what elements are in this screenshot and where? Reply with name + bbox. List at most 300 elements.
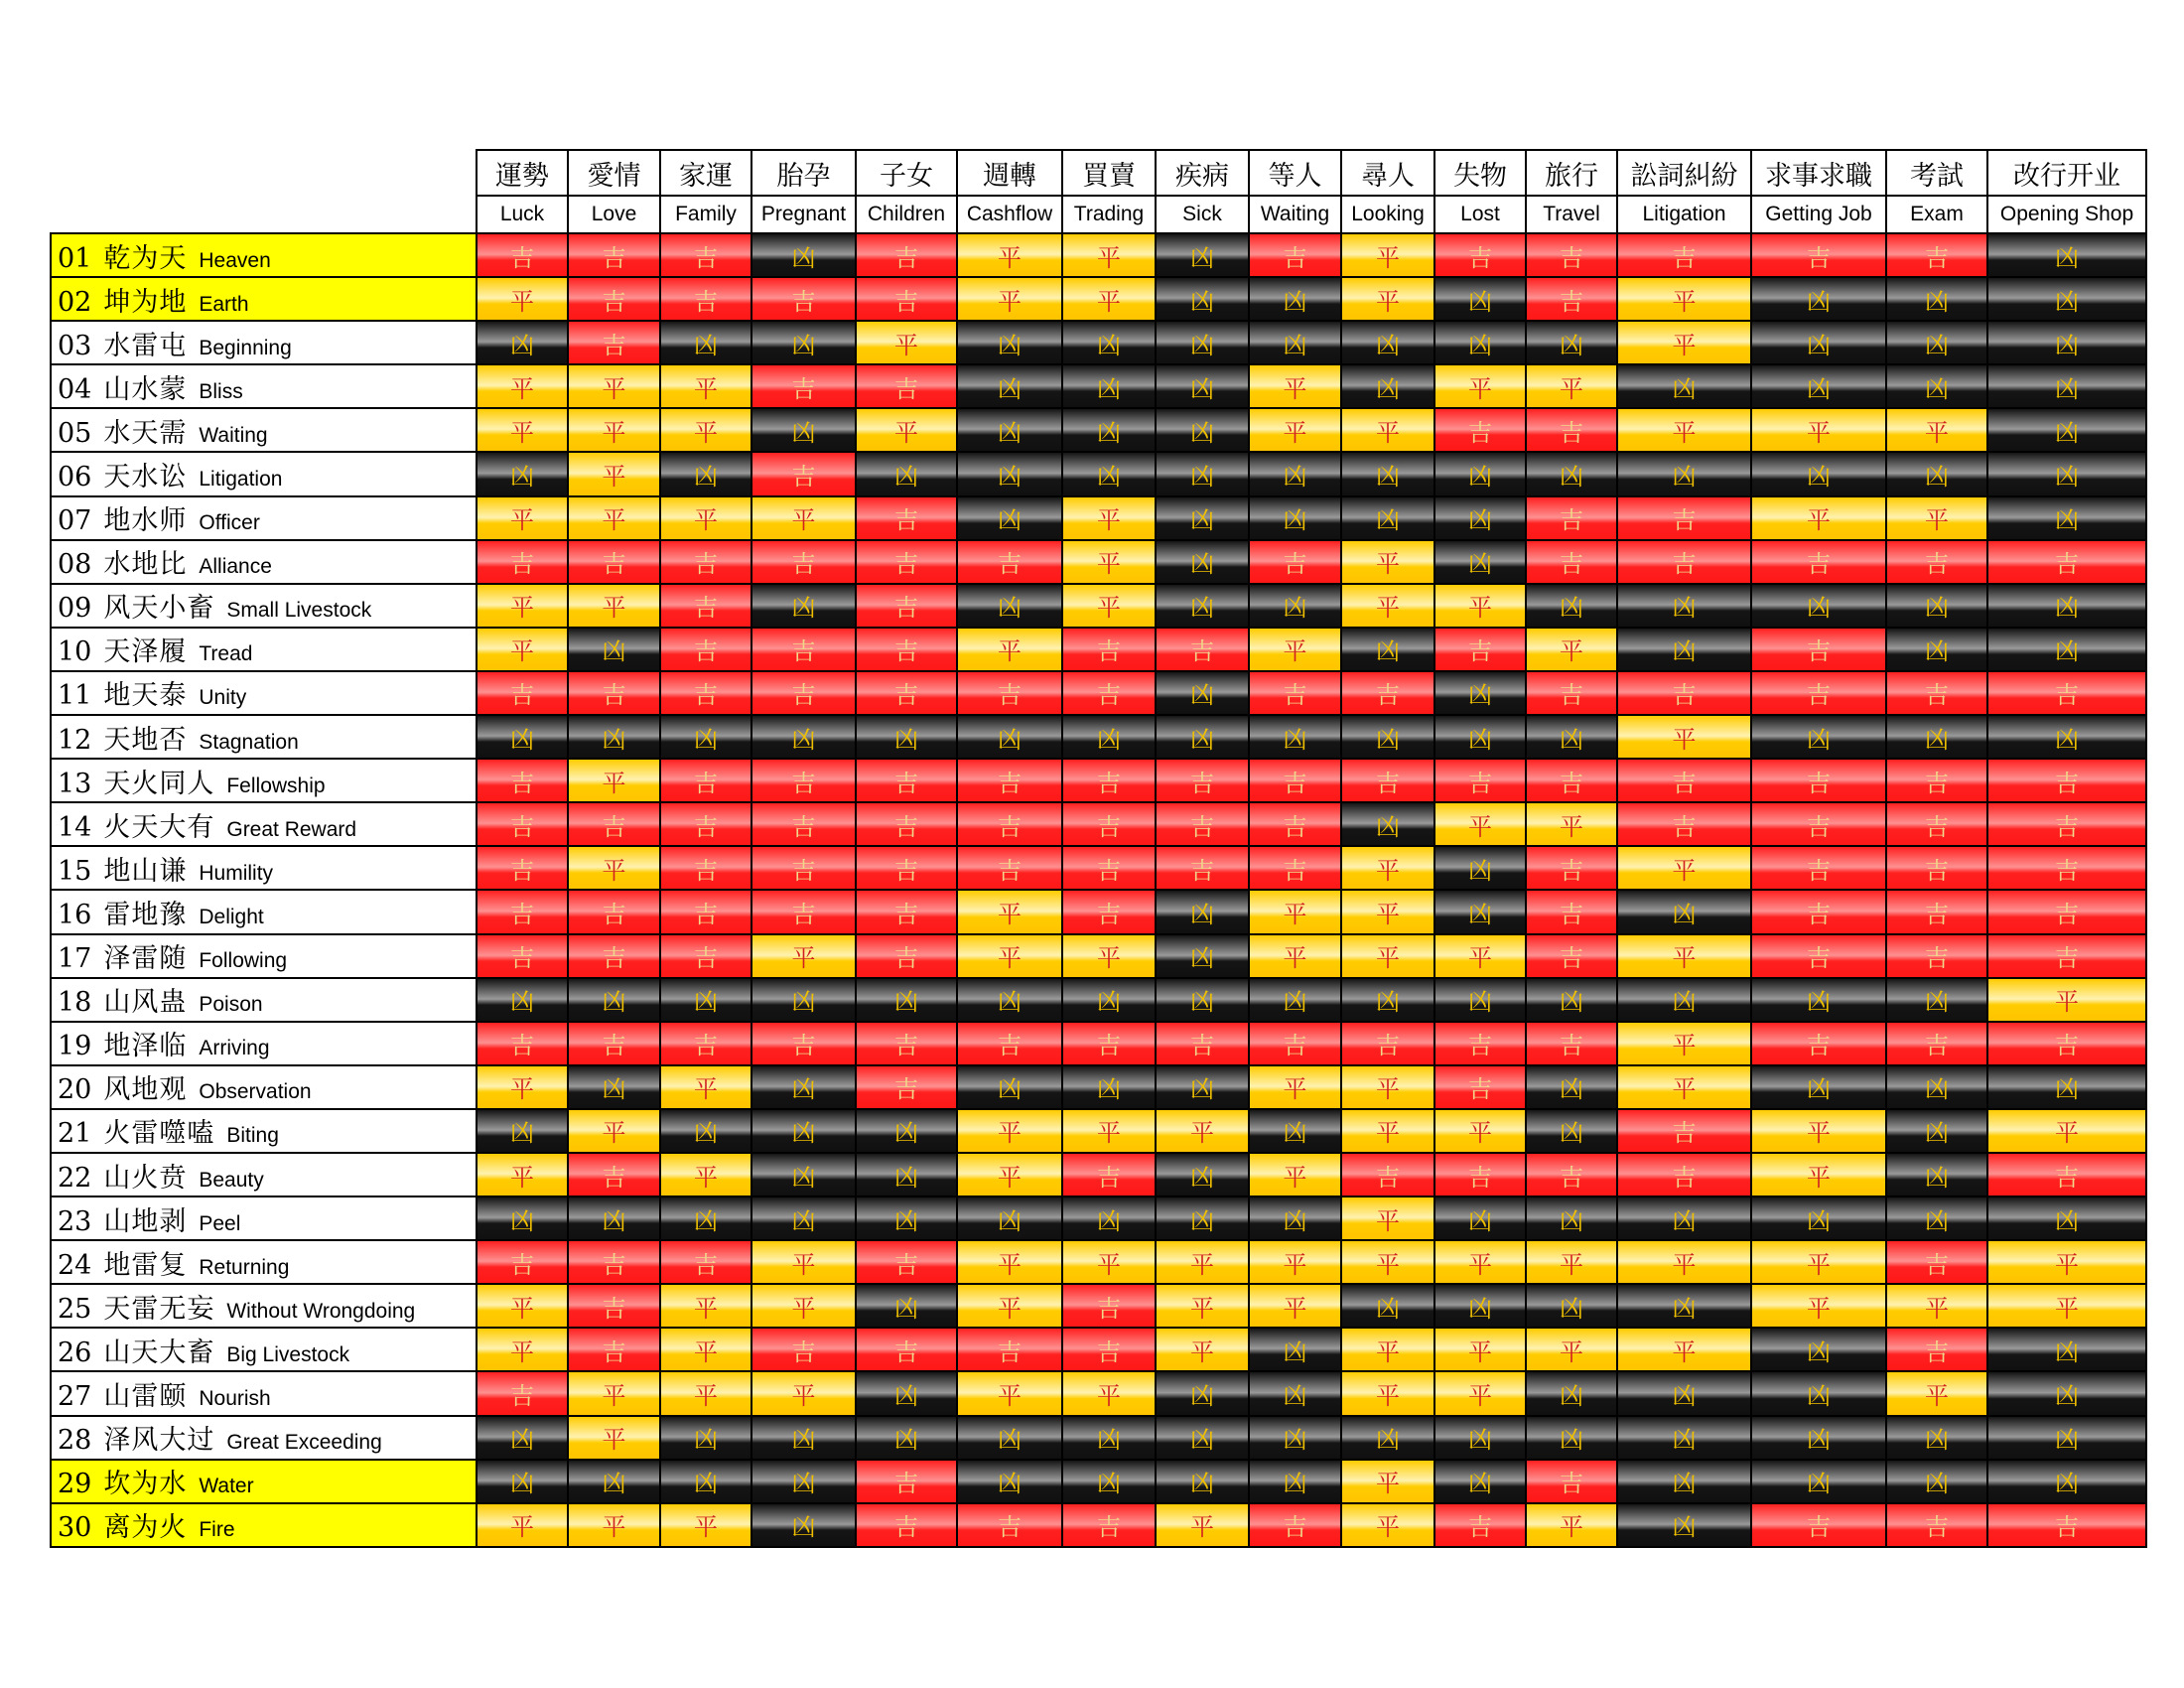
hexagram-chinese-name: 地雷复 — [103, 1249, 188, 1281]
hexagram-chinese-name: 坎为水 — [103, 1469, 188, 1500]
hexagram-chinese-name: 天水讼 — [103, 462, 188, 493]
rating-cell-bad: 凶 — [1617, 1460, 1751, 1503]
hexagram-name-cell — [51, 233, 477, 277]
rating-cell-bad: 凶 — [568, 628, 660, 671]
table-row — [51, 978, 2146, 1022]
rating-cell-fair: 平 — [1249, 1065, 1341, 1109]
hexagram-english-name: Beginning — [199, 336, 292, 359]
rating-cell-good: 吉 — [1617, 1109, 1751, 1153]
header-row-english — [51, 196, 2146, 233]
rating-cell-fair: 平 — [568, 364, 660, 408]
rating-cell-good: 吉 — [1526, 496, 1617, 540]
rating-cell-bad: 凶 — [660, 1196, 751, 1240]
rating-cell-good: 吉 — [477, 934, 568, 978]
hexagram-english-name: Beauty — [199, 1168, 264, 1192]
rating-cell-fair: 平 — [1341, 1460, 1434, 1503]
hexagram-chinese-name: 山雷颐 — [103, 1380, 188, 1412]
rating-cell-fair: 平 — [1434, 1328, 1526, 1371]
rating-cell-bad: 凶 — [1249, 452, 1341, 495]
table-row — [51, 1328, 2146, 1371]
hexagram-chinese-name: 坤为地 — [103, 286, 188, 318]
rating-cell-good: 吉 — [1249, 802, 1341, 846]
column-header-en: Children — [856, 196, 957, 233]
rating-cell-good: 吉 — [957, 846, 1062, 890]
hexagram-number: 03 — [58, 330, 92, 361]
rating-cell-bad: 凶 — [1434, 890, 1526, 933]
rating-cell-bad: 凶 — [1156, 715, 1249, 759]
rating-cell-good: 吉 — [1526, 540, 1617, 584]
rating-cell-fair: 平 — [1156, 1503, 1249, 1547]
rating-cell-good: 吉 — [568, 321, 660, 364]
rating-cell-good: 吉 — [856, 890, 957, 933]
rating-cell-good: 吉 — [856, 584, 957, 628]
rating-cell-bad: 凶 — [1341, 496, 1434, 540]
hexagram-number: 10 — [58, 636, 92, 668]
rating-cell-good: 吉 — [1434, 408, 1526, 452]
hexagram-number: 23 — [58, 1205, 92, 1237]
rating-cell-fair: 平 — [1617, 1065, 1751, 1109]
rating-cell-bad: 凶 — [1751, 364, 1886, 408]
rating-cell-good: 吉 — [1751, 233, 1886, 277]
rating-cell-fair: 平 — [1062, 1109, 1156, 1153]
rating-cell-bad: 凶 — [1987, 1371, 2146, 1415]
rating-cell-bad: 凶 — [856, 1284, 957, 1328]
hexagram-name-cell — [51, 978, 477, 1022]
rating-cell-bad: 凶 — [1156, 364, 1249, 408]
rating-cell-fair: 平 — [568, 759, 660, 802]
rating-cell-fair: 平 — [477, 628, 568, 671]
rating-cell-fair: 平 — [957, 1153, 1062, 1196]
rating-cell-fair: 平 — [1886, 408, 1987, 452]
column-header-en: Luck — [477, 196, 568, 233]
rating-cell-bad: 凶 — [1987, 1065, 2146, 1109]
rating-cell-bad: 凶 — [1156, 584, 1249, 628]
rating-cell-bad: 凶 — [1617, 890, 1751, 933]
rating-cell-good: 吉 — [856, 1503, 957, 1547]
table-row — [51, 452, 2146, 495]
rating-cell-bad: 凶 — [1341, 452, 1434, 495]
rating-cell-bad: 凶 — [1156, 321, 1249, 364]
rating-cell-bad: 凶 — [1751, 277, 1886, 321]
rating-cell-bad: 凶 — [1062, 364, 1156, 408]
rating-cell-fair: 平 — [568, 1371, 660, 1415]
hexagram-name-cell — [51, 1196, 477, 1240]
hexagram-english-name: Big Livestock — [226, 1342, 350, 1366]
rating-cell-fair: 平 — [1526, 1503, 1617, 1547]
rating-cell-good: 吉 — [856, 1022, 957, 1065]
rating-cell-good: 吉 — [1062, 1284, 1156, 1328]
rating-cell-good: 吉 — [1062, 1503, 1156, 1547]
column-header-en: Sick — [1156, 196, 1249, 233]
rating-cell-good: 吉 — [660, 1240, 751, 1284]
rating-cell-good: 吉 — [957, 671, 1062, 715]
rating-cell-good: 吉 — [1886, 890, 1987, 933]
table-row — [51, 890, 2146, 933]
hexagram-name-cell — [51, 759, 477, 802]
rating-cell-fair: 平 — [1987, 1109, 2146, 1153]
rating-cell-bad: 凶 — [1156, 934, 1249, 978]
rating-cell-good: 吉 — [477, 802, 568, 846]
rating-cell-fair: 平 — [1434, 1371, 1526, 1415]
rating-cell-good: 吉 — [477, 671, 568, 715]
rating-cell-fair: 平 — [568, 1416, 660, 1460]
column-header-en: Litigation — [1617, 196, 1751, 233]
rating-cell-fair: 平 — [1341, 846, 1434, 890]
rating-cell-good: 吉 — [1886, 802, 1987, 846]
rating-cell-bad: 凶 — [1886, 1460, 1987, 1503]
rating-cell-bad: 凶 — [1249, 1328, 1341, 1371]
rating-cell-good: 吉 — [1886, 846, 1987, 890]
rating-cell-fair: 平 — [1249, 408, 1341, 452]
rating-cell-bad: 凶 — [1526, 321, 1617, 364]
rating-cell-fair: 平 — [1062, 934, 1156, 978]
rating-cell-bad: 凶 — [1987, 321, 2146, 364]
rating-cell-fair: 平 — [1249, 1284, 1341, 1328]
rating-cell-fair: 平 — [568, 452, 660, 495]
rating-cell-bad: 凶 — [477, 978, 568, 1022]
rating-cell-bad: 凶 — [1434, 846, 1526, 890]
rating-cell-fair: 平 — [1062, 1371, 1156, 1415]
hexagram-number: 13 — [58, 768, 92, 799]
hexagram-english-name: Tread — [199, 642, 253, 666]
rating-cell-good: 吉 — [1062, 802, 1156, 846]
rating-cell-bad: 凶 — [1617, 1284, 1751, 1328]
rating-cell-bad: 凶 — [660, 1416, 751, 1460]
hexagram-number: 02 — [58, 286, 92, 318]
rating-cell-fair: 平 — [477, 364, 568, 408]
rating-cell-bad: 凶 — [1156, 890, 1249, 933]
column-header-en: Looking — [1341, 196, 1434, 233]
rating-cell-good: 吉 — [660, 628, 751, 671]
table-row — [51, 496, 2146, 540]
rating-cell-good: 吉 — [856, 277, 957, 321]
rating-cell-good: 吉 — [1526, 233, 1617, 277]
rating-cell-good: 吉 — [751, 452, 856, 495]
rating-cell-good: 吉 — [1062, 890, 1156, 933]
rating-cell-good: 吉 — [856, 934, 957, 978]
rating-cell-good: 吉 — [1434, 759, 1526, 802]
rating-cell-good: 吉 — [1156, 802, 1249, 846]
rating-cell-bad: 凶 — [477, 715, 568, 759]
rating-cell-bad: 凶 — [1751, 321, 1886, 364]
rating-cell-bad: 凶 — [1434, 452, 1526, 495]
rating-cell-good: 吉 — [660, 759, 751, 802]
rating-cell-good: 吉 — [1526, 408, 1617, 452]
rating-cell-good: 吉 — [856, 671, 957, 715]
rating-cell-good: 吉 — [1751, 1503, 1886, 1547]
hexagram-english-name: Fellowship — [226, 774, 326, 797]
rating-cell-bad: 凶 — [1341, 802, 1434, 846]
rating-cell-bad: 凶 — [660, 715, 751, 759]
rating-cell-bad: 凶 — [1156, 1153, 1249, 1196]
rating-cell-bad: 凶 — [660, 978, 751, 1022]
column-header-zh: 胎孕 — [751, 150, 856, 196]
hexagram-english-name: Litigation — [199, 468, 283, 492]
hexagram-chinese-name: 泽风大过 — [103, 1425, 215, 1457]
hexagram-chinese-name: 山火贲 — [103, 1162, 188, 1194]
rating-cell-good: 吉 — [1062, 759, 1156, 802]
rating-cell-fair: 平 — [1751, 1153, 1886, 1196]
rating-cell-good: 吉 — [1526, 846, 1617, 890]
hexagram-english-name: Peel — [199, 1211, 241, 1235]
rating-cell-fair: 平 — [1526, 628, 1617, 671]
rating-cell-fair: 平 — [1249, 934, 1341, 978]
rating-cell-good: 吉 — [1249, 846, 1341, 890]
rating-cell-bad: 凶 — [1987, 408, 2146, 452]
hexagram-english-name: Biting — [226, 1124, 279, 1148]
rating-cell-good: 吉 — [1886, 540, 1987, 584]
rating-cell-fair: 平 — [660, 364, 751, 408]
column-header-zh: 子女 — [856, 150, 957, 196]
table-row — [51, 1109, 2146, 1153]
rating-cell-good: 吉 — [751, 759, 856, 802]
rating-cell-bad: 凶 — [1062, 408, 1156, 452]
rating-cell-good: 吉 — [957, 802, 1062, 846]
rating-cell-bad: 凶 — [751, 1109, 856, 1153]
rating-cell-good: 吉 — [1062, 1153, 1156, 1196]
rating-cell-bad: 凶 — [660, 1109, 751, 1153]
rating-cell-fair: 平 — [1751, 1240, 1886, 1284]
rating-cell-fair: 平 — [660, 408, 751, 452]
rating-cell-good: 吉 — [660, 277, 751, 321]
rating-cell-good: 吉 — [751, 1328, 856, 1371]
rating-cell-good: 吉 — [1156, 759, 1249, 802]
hexagram-chinese-name: 乾为天 — [103, 242, 188, 274]
rating-cell-fair: 平 — [1341, 1503, 1434, 1547]
column-header-en: Lost — [1434, 196, 1526, 233]
hexagram-name-cell — [51, 1240, 477, 1284]
rating-cell-good: 吉 — [751, 628, 856, 671]
rating-cell-good: 吉 — [856, 1460, 957, 1503]
rating-cell-fair: 平 — [1434, 1240, 1526, 1284]
table-row — [51, 1503, 2146, 1547]
rating-cell-good: 吉 — [1751, 1022, 1886, 1065]
rating-cell-fair: 平 — [477, 408, 568, 452]
rating-cell-good: 吉 — [856, 540, 957, 584]
hexagram-name-cell — [51, 1284, 477, 1328]
rating-cell-bad: 凶 — [856, 452, 957, 495]
rating-cell-good: 吉 — [1617, 540, 1751, 584]
rating-cell-good: 吉 — [1751, 802, 1886, 846]
rating-cell-good: 吉 — [1156, 628, 1249, 671]
rating-cell-bad: 凶 — [751, 1065, 856, 1109]
rating-cell-fair: 平 — [1617, 321, 1751, 364]
rating-cell-bad: 凶 — [1751, 1196, 1886, 1240]
rating-cell-bad: 凶 — [1886, 364, 1987, 408]
rating-cell-bad: 凶 — [1987, 277, 2146, 321]
table-row — [51, 1240, 2146, 1284]
rating-cell-fair: 平 — [1751, 496, 1886, 540]
hexagram-number: 21 — [58, 1118, 92, 1150]
rating-cell-bad: 凶 — [751, 408, 856, 452]
rating-cell-good: 吉 — [660, 846, 751, 890]
rating-cell-good: 吉 — [660, 1022, 751, 1065]
rating-cell-bad: 凶 — [957, 1416, 1062, 1460]
rating-cell-bad: 凶 — [957, 452, 1062, 495]
rating-cell-good: 吉 — [477, 1022, 568, 1065]
hexagram-name-cell — [51, 1065, 477, 1109]
rating-cell-good: 吉 — [1249, 759, 1341, 802]
rating-cell-good: 吉 — [477, 1371, 568, 1415]
rating-cell-fair: 平 — [1526, 1328, 1617, 1371]
rating-cell-good: 吉 — [1886, 233, 1987, 277]
rating-cell-fair: 平 — [751, 1371, 856, 1415]
rating-cell-fair: 平 — [1341, 540, 1434, 584]
hexagram-english-name: Great Exceeding — [226, 1431, 382, 1455]
rating-cell-fair: 平 — [568, 496, 660, 540]
rating-cell-fair: 平 — [751, 1284, 856, 1328]
rating-cell-good: 吉 — [477, 846, 568, 890]
rating-cell-good: 吉 — [1062, 846, 1156, 890]
rating-cell-bad: 凶 — [1617, 1196, 1751, 1240]
rating-cell-bad: 凶 — [1434, 1196, 1526, 1240]
rating-cell-bad: 凶 — [957, 584, 1062, 628]
rating-cell-fair: 平 — [1886, 1284, 1987, 1328]
rating-cell-good: 吉 — [1617, 802, 1751, 846]
rating-cell-good: 吉 — [1617, 671, 1751, 715]
rating-cell-bad: 凶 — [1341, 321, 1434, 364]
hexagram-number: 14 — [58, 811, 92, 843]
hexagram-english-name: Delight — [199, 905, 264, 928]
hexagram-chinese-name: 火雷噬嗑 — [103, 1118, 215, 1150]
rating-cell-bad: 凶 — [1751, 1371, 1886, 1415]
table-row — [51, 715, 2146, 759]
rating-cell-fair: 平 — [957, 934, 1062, 978]
table-row — [51, 1416, 2146, 1460]
rating-cell-good: 吉 — [1156, 1022, 1249, 1065]
hexagram-name-cell — [51, 890, 477, 933]
rating-cell-bad: 凶 — [1434, 496, 1526, 540]
rating-cell-bad: 凶 — [568, 1460, 660, 1503]
table-row — [51, 277, 2146, 321]
rating-cell-good: 吉 — [1751, 628, 1886, 671]
column-header-en: Pregnant — [751, 196, 856, 233]
rating-cell-good: 吉 — [856, 759, 957, 802]
rating-cell-good: 吉 — [1886, 1022, 1987, 1065]
rating-cell-good: 吉 — [568, 1240, 660, 1284]
rating-cell-good: 吉 — [1526, 1022, 1617, 1065]
hexagram-chinese-name: 泽雷随 — [103, 943, 188, 975]
rating-cell-bad: 凶 — [751, 233, 856, 277]
rating-cell-good: 吉 — [1987, 802, 2146, 846]
rating-cell-good: 吉 — [1987, 1503, 2146, 1547]
rating-cell-fair: 平 — [1156, 1328, 1249, 1371]
hexagram-number: 28 — [58, 1425, 92, 1457]
rating-cell-bad: 凶 — [1526, 1284, 1617, 1328]
rating-cell-fair: 平 — [1617, 1328, 1751, 1371]
rating-cell-fair: 平 — [1062, 584, 1156, 628]
rating-cell-bad: 凶 — [1987, 628, 2146, 671]
rating-cell-bad: 凶 — [1526, 978, 1617, 1022]
rating-cell-fair: 平 — [1341, 233, 1434, 277]
rating-cell-fair: 平 — [1341, 890, 1434, 933]
column-header-en: Family — [660, 196, 751, 233]
hexagram-name-cell — [51, 1416, 477, 1460]
hexagram-name-cell — [51, 715, 477, 759]
rating-cell-bad: 凶 — [1434, 321, 1526, 364]
column-header-en: Trading — [1062, 196, 1156, 233]
hexagram-name-cell — [51, 584, 477, 628]
rating-cell-bad: 凶 — [957, 1460, 1062, 1503]
rating-cell-good: 吉 — [1886, 1503, 1987, 1547]
column-header-zh: 週轉 — [957, 150, 1062, 196]
rating-cell-good: 吉 — [1434, 1022, 1526, 1065]
rating-cell-bad: 凶 — [1886, 1065, 1987, 1109]
rating-cell-fair: 平 — [1987, 978, 2146, 1022]
column-header-zh: 買賣 — [1062, 150, 1156, 196]
rating-cell-bad: 凶 — [856, 715, 957, 759]
rating-cell-bad: 凶 — [1062, 1416, 1156, 1460]
hexagram-english-name: Following — [199, 949, 288, 973]
rating-cell-fair: 平 — [1341, 1065, 1434, 1109]
rating-cell-bad: 凶 — [1751, 1065, 1886, 1109]
rating-cell-bad: 凶 — [1886, 1196, 1987, 1240]
hexagram-name-cell — [51, 1328, 477, 1371]
rating-cell-good: 吉 — [660, 233, 751, 277]
fortune-table — [50, 149, 2147, 1548]
rating-cell-good: 吉 — [856, 1328, 957, 1371]
rating-cell-good: 吉 — [1987, 540, 2146, 584]
rating-cell-bad: 凶 — [568, 715, 660, 759]
rating-cell-good: 吉 — [477, 1240, 568, 1284]
rating-cell-bad: 凶 — [1156, 1065, 1249, 1109]
rating-cell-good: 吉 — [1434, 628, 1526, 671]
hexagram-number: 05 — [58, 417, 92, 449]
hexagram-chinese-name: 水地比 — [103, 549, 188, 581]
rating-cell-bad: 凶 — [1886, 584, 1987, 628]
rating-cell-fair: 平 — [1062, 277, 1156, 321]
rating-cell-good: 吉 — [1434, 1153, 1526, 1196]
rating-cell-bad: 凶 — [1886, 277, 1987, 321]
rating-cell-fair: 平 — [957, 277, 1062, 321]
rating-cell-good: 吉 — [856, 1240, 957, 1284]
rating-cell-bad: 凶 — [751, 715, 856, 759]
rating-cell-good: 吉 — [1751, 846, 1886, 890]
rating-cell-bad: 凶 — [1341, 978, 1434, 1022]
rating-cell-bad: 凶 — [1062, 715, 1156, 759]
hexagram-english-name: Heaven — [199, 248, 271, 272]
hexagram-chinese-name: 火天大有 — [103, 811, 215, 843]
hexagram-chinese-name: 风天小畜 — [103, 593, 215, 625]
rating-cell-bad: 凶 — [1341, 1284, 1434, 1328]
hexagram-number: 24 — [58, 1249, 92, 1281]
rating-cell-good: 吉 — [1249, 671, 1341, 715]
rating-cell-good: 吉 — [1526, 890, 1617, 933]
column-header-en: Exam — [1886, 196, 1987, 233]
rating-cell-bad: 凶 — [751, 1153, 856, 1196]
rating-cell-bad: 凶 — [660, 321, 751, 364]
rating-cell-good: 吉 — [660, 671, 751, 715]
rating-cell-fair: 平 — [751, 496, 856, 540]
rating-cell-good: 吉 — [1062, 1328, 1156, 1371]
rating-cell-bad: 凶 — [1434, 671, 1526, 715]
rating-cell-bad: 凶 — [1526, 715, 1617, 759]
hexagram-name-cell — [51, 846, 477, 890]
hexagram-english-name: Humility — [199, 861, 274, 885]
rating-cell-bad: 凶 — [1617, 628, 1751, 671]
rating-cell-fair: 平 — [1987, 1240, 2146, 1284]
rating-cell-bad: 凶 — [1987, 1460, 2146, 1503]
rating-cell-bad: 凶 — [1249, 1416, 1341, 1460]
rating-cell-good: 吉 — [477, 540, 568, 584]
rating-cell-good: 吉 — [568, 540, 660, 584]
hexagram-name-cell — [51, 496, 477, 540]
rating-cell-fair: 平 — [1751, 408, 1886, 452]
rating-cell-fair: 平 — [660, 1503, 751, 1547]
rating-cell-fair: 平 — [1526, 364, 1617, 408]
rating-cell-bad: 凶 — [1434, 1284, 1526, 1328]
rating-cell-bad: 凶 — [477, 1460, 568, 1503]
